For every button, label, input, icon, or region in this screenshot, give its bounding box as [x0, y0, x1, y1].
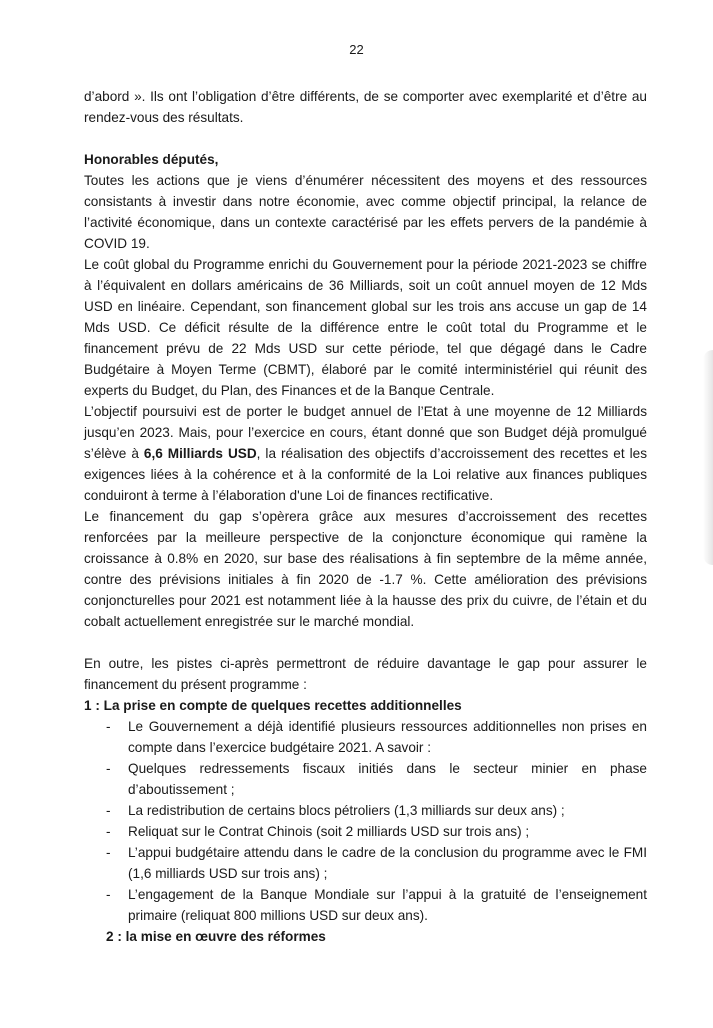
list-dash: - [106, 761, 111, 776]
list-dash: - [106, 824, 111, 839]
paragraph-cost: Le coût global du Programme enrichi du Gouvernement pour la période 2021-2023 se chiffre à l’équivalent en dollars américains de 36 Milliards, soit un coût annuel moyen de 12 Mds USD en linéaire. Cependant, son financement global sur les trois ans accuse un gap de 14 Mds USD. Ce déficit résulte de la différence entre le coût total du Programme et le financement prévu de 22 Mds USD sur cette période, tel que dégagé dans le Cadre Budgétaire à Moyen Terme (CBMT), élaboré par le comité interministériel qui réunit des experts du Budget, du Plan, des Finances et de la Banque Centrale. [84, 257, 647, 398]
paragraph-tracks: En outre, les pistes ci-après permettront de réduire davantage le gap pour assurer le financement du présent programme : [84, 656, 647, 692]
list-dash: - [106, 887, 111, 902]
list-item: - Quelques redressements fiscaux initiés dans le secteur minier en phase d’aboutissement ; [84, 758, 647, 800]
list-item: - L’engagement de la Banque Mondiale sur l’appui à la gratuité de l’enseignement primaire (reliquat 800 millions USD sur deux ans). [84, 884, 647, 926]
list-item: - L’appui budgétaire attendu dans le cadre de la conclusion du programme avec le FMI (1,6 milliards USD sur trois ans) ; [84, 842, 647, 884]
paragraph-intro: d’abord ». Ils ont l’obligation d’être différents, de se comporter avec exemplarité et d’être au rendez-vous des résultats. [84, 89, 647, 125]
revenue-list [84, 716, 647, 926]
list-dash: - [106, 719, 111, 734]
objective-text-b: , la réalisation des objectifs d’accroissement des recettes et les exigences liées à la cohérence et à la conformité de la Loi relative aux finances publiques conduiront à terme à l’élaboration d'une Loi de finances rectificative. [84, 446, 647, 503]
list-dash: - [106, 845, 111, 860]
document-body [84, 86, 647, 947]
page-edge-shadow [703, 350, 713, 565]
list-item: - La redistribution de certains blocs pétroliers (1,3 milliards sur deux ans) ; [84, 800, 647, 821]
objective-text-a: L’objectif poursuivi est de porter le budget annuel de l’Etat à une moyenne de 12 Milliards jusqu’en 2023. Mais, pour l’exercice en cours, étant donné que son Budget déjà promulgué s’élève à [84, 404, 647, 461]
list-item: - Reliquat sur le Contrat Chinois (soit 2 milliards USD sur trois ans) ; [84, 821, 647, 842]
subheading-reforms: 2 : la mise en œuvre des réformes [106, 929, 326, 944]
subheading-additional-revenue: 1 : La prise en compte de quelques recettes additionnelles [84, 698, 462, 713]
budget-amount: 6,6 Milliards USD [143, 446, 257, 461]
paragraph-actions: Toutes les actions que je viens d’énumérer nécessitent des moyens et des ressources consistants à investir dans notre économie, avec comme objectif principal, la relance de l’activité économique, dans un contexte caractérisé par les effets pervers de la pandémie à COVID 19. [84, 173, 647, 251]
paragraph-objective [84, 401, 647, 506]
list-dash: - [106, 803, 111, 818]
page-number: 22 [349, 42, 364, 57]
list-item: - Le Gouvernement a déjà identifié plusieurs ressources additionnelles non prises en compte dans l’exercice budgétaire 2021. A savoir : [84, 716, 647, 758]
paragraph-gap-financing: Le financement du gap s’opèrera grâce aux mesures d’accroissement des recettes renforcées par la meilleure perspective de la conjoncture économique qui ramène la croissance à 0.8% en 2020, sur base des réalisations à fin septembre de la même année, contre des prévisions initiales à fin 2020 de -1.7 %. Cette amélioration des prévisions conjoncturelles pour 2021 est notamment liée à la hausse des prix du cuivre, de l’étain et du cobalt actuellement enregistrée sur le marché mondial. [84, 509, 647, 629]
salutation-heading: Honorables députés, [84, 152, 219, 167]
